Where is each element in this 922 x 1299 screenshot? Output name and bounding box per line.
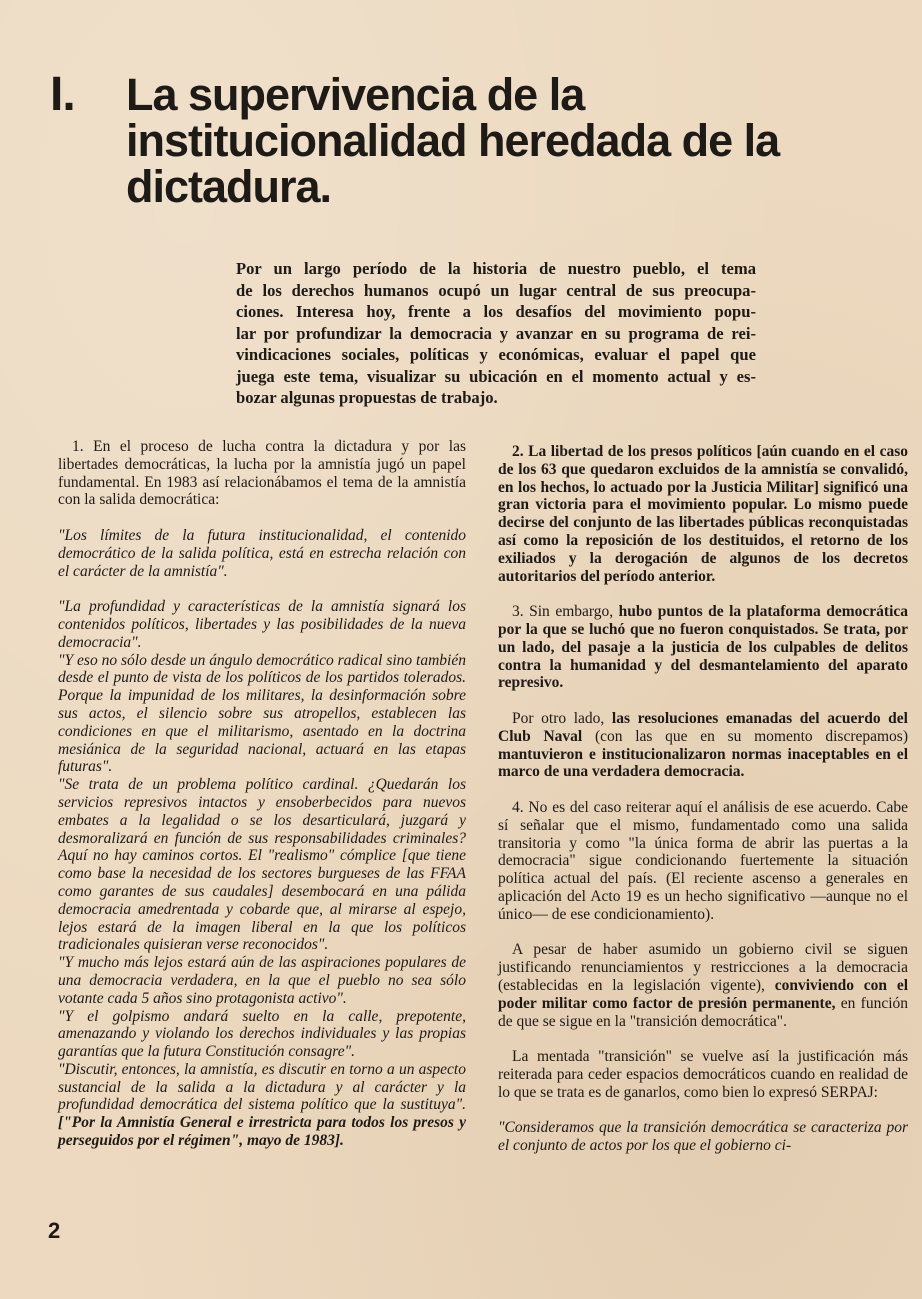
paragraph-4: 4. No es del caso reiterar aquí el análisis de ese acuerdo. Cabe sí señalar que el mismo, fundamentado como una salida transitoria y como "la única forma de abrir las puertas a la democracia" sigue condicionando fuertemente la situación política actual del país. (El reciente ascenso a generales en aplicación del Acto 19 es un hecho significativo —aunque no el único— de ese condicionamiento).	[498, 798, 908, 923]
quote-text: "Discutir, entonces, la amnistía, es discutir en torno a un aspecto sustancial de la salida a la dictadura y al carácter y la profundidad democrática del sistema político que la sustituya".	[58, 1060, 466, 1114]
paragraph-3b-lead: Por otro lado,	[512, 709, 605, 727]
left-column	[58, 438, 466, 1150]
paragraph-5	[498, 941, 908, 1030]
paragraph-6: La mentada "transición" se vuelve así la justificación más reiterada para ceder espacios democráticos cuando en realidad de lo que se trata es de ganarlos, como bien lo expresó SERPAJ:	[498, 1048, 908, 1101]
paragraph-3b	[498, 710, 908, 781]
paragraph-3b-aside: (con las que en su momento discrepamos)	[594, 727, 908, 745]
paragraph-3-lead: 3. Sin embargo,	[512, 603, 614, 621]
intro-line: ciones. Interesa hoy, frente a los desafíos del movimiento popu-	[236, 302, 756, 321]
quote-source: ["Por la Amnistía General e irrestricta para todos los presos y perseguidos por el régimen", mayo de 1983].	[58, 1114, 466, 1150]
intro-line: de los derechos humanos ocupó un lugar central de sus preocupa-	[236, 280, 756, 300]
paragraph-5-tail: en función de que se sigue en la "transición democrática".	[498, 994, 909, 1030]
page-number: 2	[48, 1218, 61, 1243]
intro-line: vindicaciones sociales, políticas y económicas, evaluar el papel que	[236, 345, 756, 364]
paragraph-1: 1. En el proceso de lucha contra la dictadura y por las libertades democráticas, la lucha por la amnistía jugó un papel fundamental. En 1983 así relacionábamos el tema de la amnistía con la salida democrática:	[58, 438, 466, 509]
title-line: dictadura.	[126, 161, 332, 212]
paragraph-3b-emphasis: las resoluciones emanadas del acuerdo del Club Naval	[498, 709, 908, 745]
paragraph-3-emphasis: hubo puntos de la plataforma democrática por la que se luchó que no fueron conquistados. Se trata, por un lado, del pasaje a la justicia de los culpables de delitos contra la humanidad y del desmantelamiento del aparato represivo.	[498, 603, 909, 692]
paragraph-2: 2. La libertad de los presos políticos [aún cuando en el caso de los 63 que quedaron excluidos de la amnistía se convalidó, en los hechos, lo actuado por la Justicia Militar] significó una gran victoria para el movimiento popular. Lo mismo puede decirse del conjunto de las libertades públicas reconquistadas así como la reposición de los destituidos, el retorno de los exiliados y la derogación de algunos de los decretos autoritarios del período anterior.	[498, 443, 908, 585]
paragraph-5-lead: A pesar de haber asumido un gobierno civil se siguen justificando renunciamientos y restricciones a la democracia (establecidas en la legislación vigente),	[498, 941, 908, 994]
intro-line: juega este tema, visualizar su ubicación en el momento actual y es-	[236, 366, 756, 386]
title-line: institucionalidad heredada de la	[126, 115, 780, 166]
title-line: La supervivencia de la	[126, 69, 585, 120]
paragraph-3b-emphasis: mantuvieron e institucionalizaron normas inaceptables en el marco de una verdadera democracia.	[498, 745, 908, 781]
paragraph-5-emphasis: conviviendo con el poder militar como factor de presión permanente,	[498, 976, 909, 1012]
quote-paragraph	[58, 1061, 466, 1150]
section-number: I.	[50, 68, 75, 121]
quote-paragraph: "Y mucho más lejos estará aún de las aspiraciones populares de una democracia verdadera, en la que el pueblo no sea sólo votante cada 5 años sino protagonista activo".	[58, 954, 466, 1007]
quote-paragraph: "La profundidad y características de la amnistía signará los contenidos políticos, libertades y las posibilidades de la nueva democracia".	[58, 598, 466, 651]
quote-paragraph: "Y eso no sólo desde un ángulo democrático radical sino también desde el punto de vista de los políticos de los partidos tolerados. Porque la impunidad de los militares, la desinformación sobre sus actos, el silencio sobre sus atropellos, establecen las condiciones en que el militarismo, asentado en la doctrina mesiánica de la seguridad nacional, actuará en las etapas futuras".	[58, 651, 466, 776]
quote-paragraph: "Los límites de la futura institucionalidad, el contenido democrático de la salida política, está en estrecha relación con el carácter de la amnistía".	[58, 526, 466, 580]
intro-line: bozar algunas propuestas de trabajo.	[236, 388, 498, 407]
intro-paragraph	[236, 258, 756, 409]
intro-line: lar por profundizar la democracia y avanzar en su programa de rei-	[236, 323, 756, 343]
intro-line: Por un largo período de la historia de nuestro pueblo, el tema	[236, 259, 756, 278]
paragraph-3	[498, 603, 908, 692]
right-column	[498, 443, 908, 1155]
page-title	[126, 69, 906, 212]
quote-paragraph: "Se trata de un problema político cardinal. ¿Quedarán los servicios represivos intactos y ensoberbecidos para nuevos embates a la legalidad o se los desarticulará, juzgará y desmoralizará en función de sus responsabilidades criminales? Aquí no hay caminos cortos. El "realismo" cómplice [que tiene como base la necesidad de los sectores burgueses de las FFAA como garantes de sus caudales] desembocará en una pálida democracia amedrentada y cobarde que, al mirarse al espejo, lejos estará de la imagen liberal en la que los políticos tradicionales quisieran verse reconocidos".	[58, 776, 466, 954]
quote-paragraph: "Consideramos que la transición democrática se caracteriza por el conjunto de actos por los que el gobierno ci-	[498, 1119, 908, 1155]
quote-paragraph: "Y el golpismo andará suelto en la calle, prepotente, amenazando y violando los derechos individuales y las propias garantías que la futura Constitución consagre".	[58, 1007, 466, 1061]
